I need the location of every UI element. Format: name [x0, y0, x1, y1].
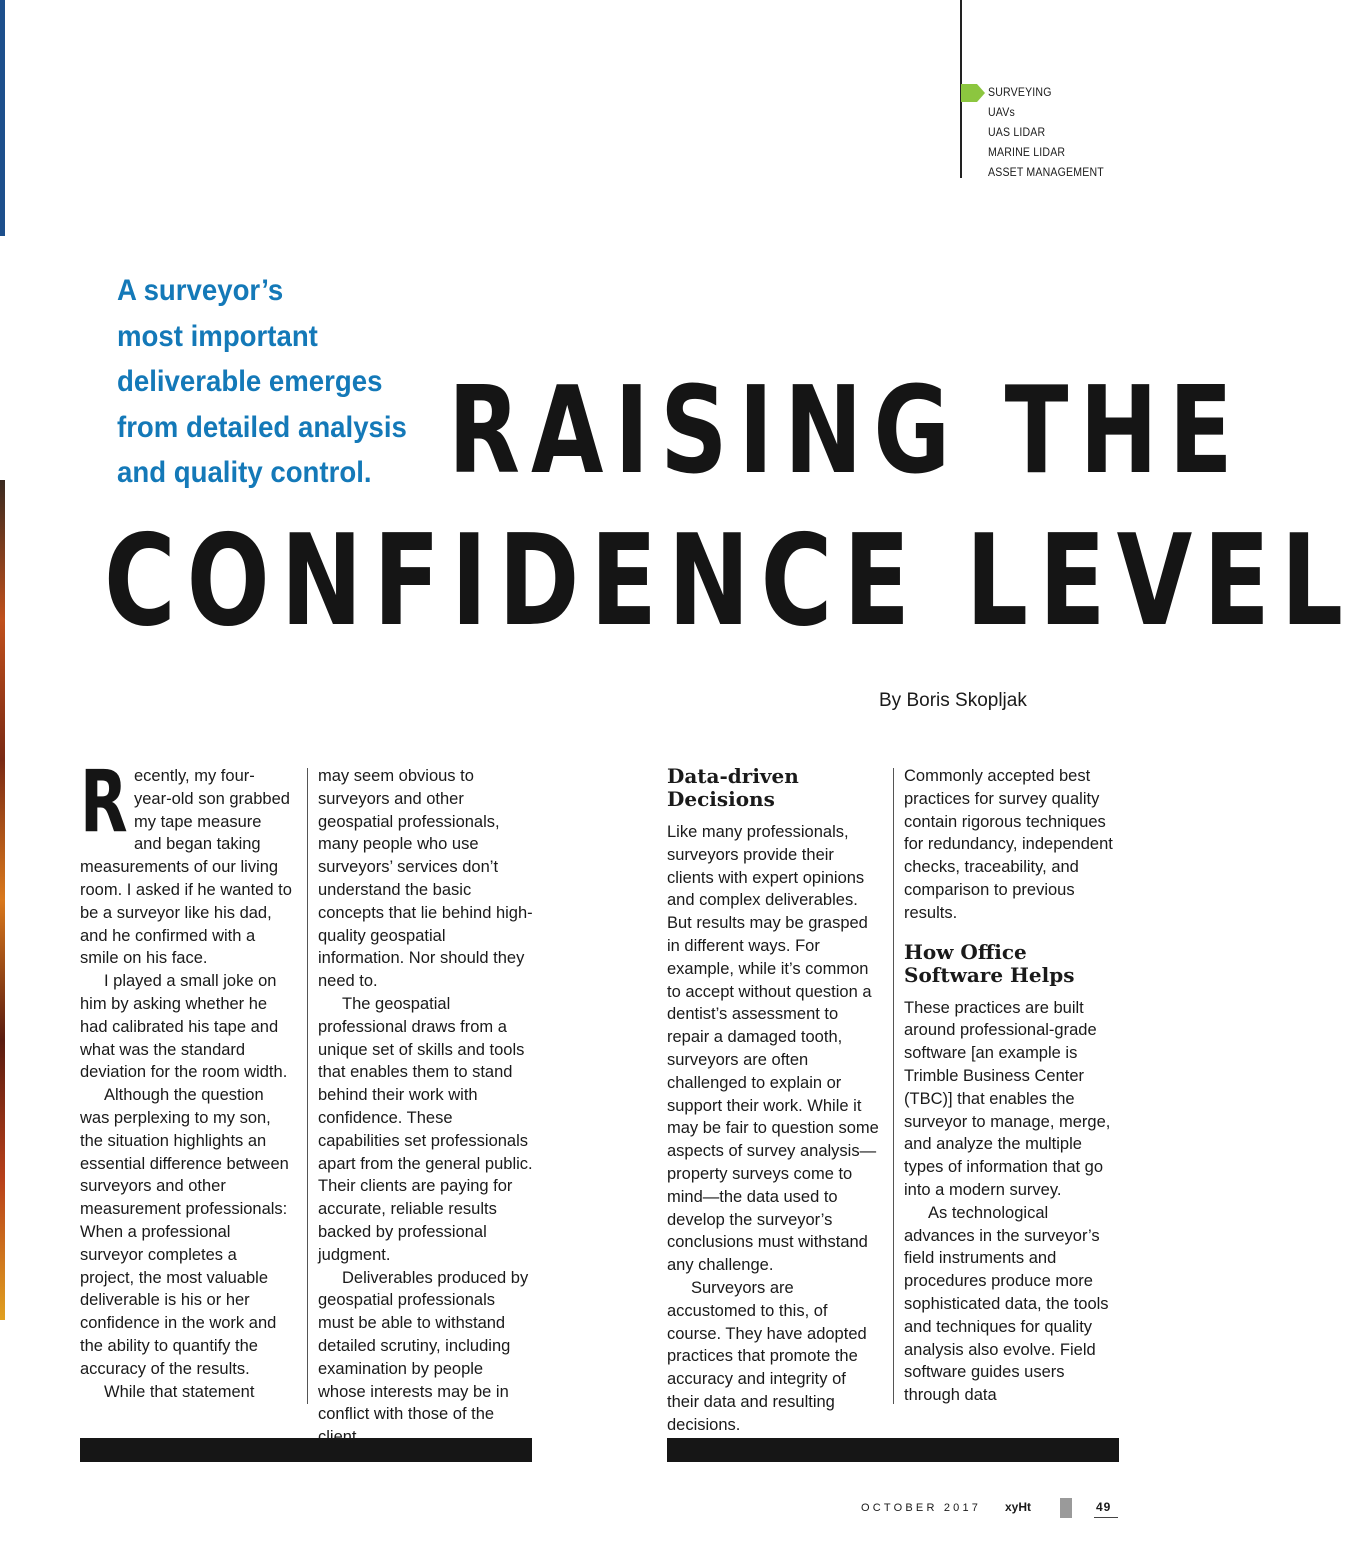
drop-cap: R: [80, 752, 128, 852]
article-column-3: [667, 765, 882, 1437]
byline: By Boris Skopljak: [879, 690, 1027, 711]
paragraph: Surveyors are accustomed to this, of course. They have adopted practices that promote the accuracy and integrity of their data and resulting decisions.: [667, 1278, 867, 1434]
magazine-brand: xyHt: [1005, 1500, 1032, 1514]
arrow-marker-icon: [961, 84, 985, 102]
article-column-1: [80, 752, 292, 1403]
deck-line: and quality control.: [117, 456, 372, 489]
article-column-4: [904, 765, 1122, 1407]
page-number: 49: [1096, 1500, 1112, 1514]
section-heading: Data-driven Decisions: [667, 764, 799, 811]
deck-line: most important: [117, 319, 318, 353]
deck-line: deliverable emerges: [117, 365, 383, 398]
paragraph: As technological advances in the surveyor’s field instruments and procedures produce more sophisticated data, the tools and techniques for quality analysis also evolve. Field software guides users through data: [904, 1203, 1109, 1405]
section-tags: [988, 82, 1104, 182]
paragraph: These practices are built around professional-grade software [an example is Trimble Business Center (TBC)] that enables the surveyor to manage, merge, and analyze the multiple types of information that go into a modern survey.: [904, 998, 1111, 1199]
edge-strip-blue: [0, 0, 5, 236]
edge-strip-photo: [0, 480, 5, 1320]
paragraph: Like many professionals, surveyors provide their clients with expert opinions and complex deliverables. But results may be grasped in different ways. For example, while it’s common to accept without question a dentist’s assessment to repair a damaged tooth, surveyors are often challenged to explain or support their work. While it may be fair to question some aspects of survey analysis—property surveys come to mind—the data used to develop the surveyor’s conclusions must withstand any challenge.: [667, 823, 879, 1275]
deck: [117, 268, 407, 496]
tag-surveying: SURVEYING: [988, 85, 1052, 99]
paragraph: may seem obvious to surveyors and other geospatial professionals, many people who use surveyors’ services don’t understand the basic concepts that lie behind high-quality geospatial information. Nor should they need to.: [318, 767, 533, 991]
page-number-rule: [1094, 1517, 1118, 1518]
tag-uavs: UAVs: [988, 105, 1015, 119]
column-divider: [307, 768, 308, 1404]
issue-date: OCTOBER 2017: [861, 1502, 982, 1514]
section-heading: How Office Software Helps: [904, 939, 1075, 987]
paragraph: ecently, my four-year-old son grabbed my tape measure and began taking measurements of our living room. I asked if he wanted to be a surveyor like his dad, and he confirmed with a smile on his face.: [80, 767, 292, 968]
footer-bar-right: [667, 1438, 1119, 1462]
headline-line-2: CONFIDENCE LEVEL: [104, 507, 1354, 654]
paragraph: Although the question was perplexing to my son, the situation highlights an essential difference between surveyors and other measurement professionals: When a professional surveyor completes a project, the most valuable deliverable is his or her confidence in the work and the ability to quantify the accuracy of the results.: [80, 1086, 289, 1378]
paragraph: The geospatial professional draws from a unique set of skills and tools that enables them to stand behind their work with confidence. These capabilities set professionals apart from the general public. Their clients are paying for accurate, reliable results backed by professional judgment.: [318, 994, 533, 1264]
footer-bar-left: [80, 1438, 532, 1462]
paragraph: Deliverables produced by geospatial professionals must be able to withstand detailed scrutiny, including examination by people whose interests may be in conflict with those of the: [318, 1268, 529, 1424]
folio-block: [1060, 1498, 1072, 1518]
paragraph: Commonly accepted best practices for survey quality contain rigorous techniques for redundancy, independent checks, traceability, and comparison to previous results.: [904, 767, 1113, 922]
column-divider: [893, 768, 894, 1404]
article-column-2: [318, 765, 533, 1449]
headline-line-1: RAISING THE: [448, 362, 1244, 501]
tag-asset-management: ASSET MANAGEMENT: [988, 165, 1104, 179]
tag-uas-lidar: UAS LIDAR: [988, 125, 1046, 139]
tag-marine-lidar: MARINE LIDAR: [988, 145, 1066, 159]
paragraph: I played a small joke on him by asking whether he had calibrated his tape and what was the standard deviation for the room width.: [80, 972, 288, 1082]
deck-line: A surveyor’s: [117, 274, 284, 307]
deck-line: from detailed analysis: [117, 410, 407, 444]
paragraph: While that statement: [104, 1382, 255, 1401]
